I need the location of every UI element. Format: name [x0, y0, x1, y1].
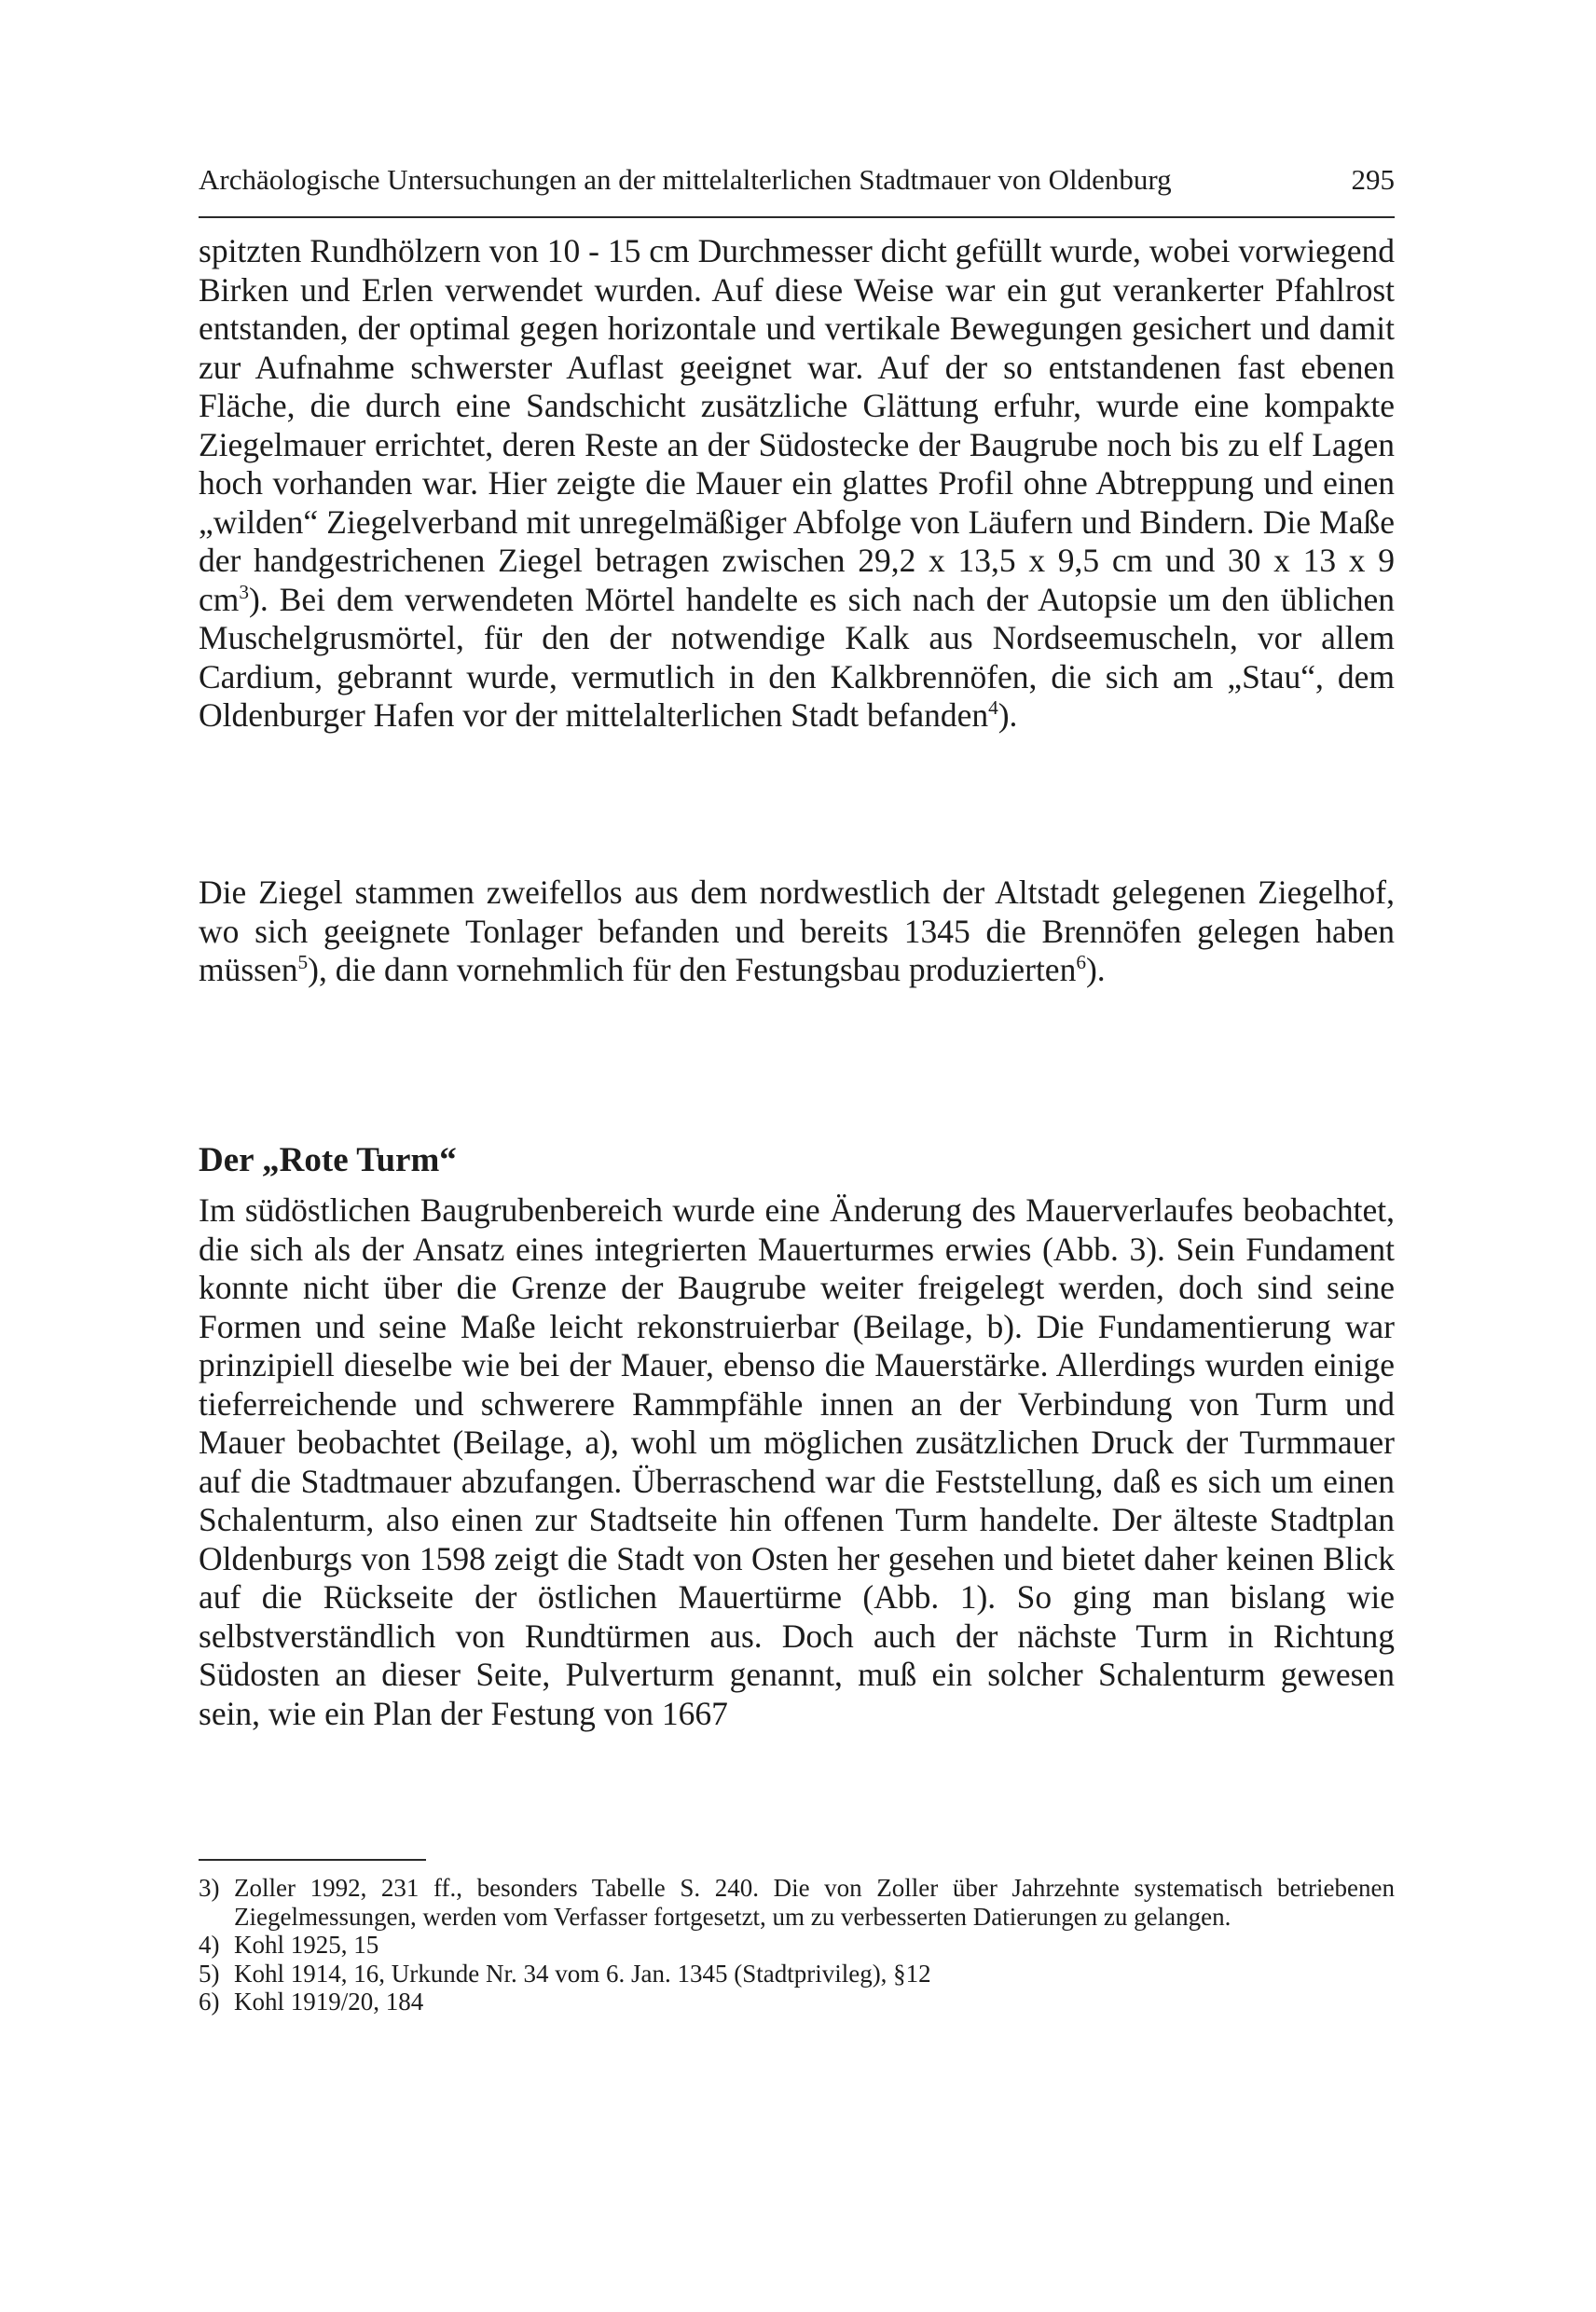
footnote-ref-4: 4 — [988, 696, 998, 720]
paragraph-2-text-a: Die Ziegel stammen zweifellos aus dem nordwestlich der Altstadt gelegenen Ziegelhof, wo sich geeignete Tonlager befanden und bereits 1345 die Brennöfen gelegen haben müssen — [199, 874, 1395, 988]
footnote — [199, 1874, 1395, 1931]
paragraph-3-text: Im südöstlichen Baugrubenbereich wurde eine Änderung des Mauerverlaufes beobachtet, die sich als der Ansatz eines integrierten Mauerturmes erwies (Abb. 3). Sein Fundament konnte nicht über die Grenze der Baugrube weiter freigelegt werden, doch sind seine Formen und seine Maße leicht rekonstruierbar (Beilage, b). Die Fundamentierung war prinzipiell dieselbe wie bei der Mauer, ebenso die Mauerstärke. Allerdings wurden einige tieferreichende und schwerere Rammpfähle innen an der Verbindung von Turm und Mauer beobachtet (Beilage, a), wohl um möglichen zusätzlichen Druck der Turmmauer auf die Stadtmauer abzufangen. Überraschend war die Feststellung, daß es sich um einen Schalenturm, also einen zur Stadtseite hin offenen Turm handelte. Der älteste Stadtplan Oldenburgs von 1598 zeigt die Stadt von Osten her gesehen und bietet daher keinen Blick auf die Rückseite der östlichen Mauertürme (Abb. 1). So ging man bislang wie selbstverständlich von Rundtürmen aus. Doch auch der nächste Turm in Richtung Südosten an dieser Seite, Pulverturm genannt, muß ein solcher Schalenturm gewesen sein, wie ein Plan der Festung von 1667 — [199, 1191, 1395, 1732]
running-head-title: Archäologische Untersuchungen an der mittelalterlichen Stadtmauer von Oldenburg — [199, 163, 1172, 196]
paragraph-2-text-b: ), die dann vornehmlich für den Festungsbau produzierten — [308, 951, 1077, 988]
section-heading: Der „Rote Turm“ — [199, 1141, 457, 1179]
document-page — [199, 0, 1395, 2312]
page-number: 295 — [1351, 163, 1395, 196]
paragraph-2 — [199, 874, 1395, 990]
footnote-text: Kohl 1919/20, 184 — [234, 1988, 424, 2016]
paragraph-1 — [199, 232, 1395, 736]
footnote-marker: 6) — [199, 1988, 220, 2016]
paragraph-2-text-c: ). — [1085, 951, 1106, 988]
footnote-marker: 5) — [199, 1959, 220, 1988]
footnote-ref-6: 6 — [1076, 951, 1086, 974]
paragraph-1-text-b: ). Bei dem verwendeten Mörtel handelte es sich nach der Autopsie um den üblichen Muschelgrusmörtel, für den der notwendige Kalk aus Nordseemuscheln, vor allem Cardium, gebrannt wurde, vermutlich in den Kalkbrennöfen, die sich am „Stau“, dem Oldenburger Hafen vor der mittelalterlichen Stadt befanden — [199, 580, 1395, 734]
paragraph-3 — [199, 1191, 1395, 1733]
paragraph-1-text-a: spitzten Rundhölzern von 10 - 15 cm Durchmesser dicht gefüllt wurde, wobei vorwiegend Birken und Erlen verwendet wurden. Auf diese Weise war ein gut verankerter Pfahlrost entstanden, der optimal gegen horizontale und vertikale Bewegungen gesichert und damit zur Aufnahme schwerster Auflast geeignet war. Auf der so entstandenen fast ebenen Fläche, die durch eine Sandschicht zusätzliche Glättung erfuhr, wurde eine kompakte Ziegelmauer errichtet, deren Reste an der Südostecke der Baugrube noch bis zu elf Lagen hoch vorhanden war. Hier zeigte die Mauer ein glattes Profil ohne Abtreppung und einen „wilden“ Ziegelverband mit unregelmäßiger Abfolge von Läufern und Bindern. Die Maße der handgestrichenen Ziegel betragen zwischen 29,2 x 13,5 x 9,5 cm und 30 x 13 x 9 cm — [199, 232, 1395, 618]
footnote-rule — [199, 1859, 426, 1861]
footnotes — [199, 1874, 1395, 2016]
header-rule — [199, 216, 1395, 218]
footnote — [199, 1988, 1395, 2016]
footnote-text: Kohl 1914, 16, Urkunde Nr. 34 vom 6. Jan. 1345 (Stadtprivileg), §12 — [234, 1959, 931, 1988]
footnote-marker: 3) — [199, 1874, 220, 1902]
footnote-text: Zoller 1992, 231 ff., besonders Tabelle S. 240. Die von Zoller über Jahrzehnte systematisch betriebenen Ziegelmessungen, werden vom Verfasser fortgesetzt, um zu verbesserten Datierungen zu gelangen. — [234, 1874, 1395, 1931]
footnote — [199, 1960, 1395, 1989]
footnote-marker: 4) — [199, 1931, 220, 1959]
footnote-text: Kohl 1925, 15 — [234, 1931, 379, 1959]
footnote — [199, 1931, 1395, 1960]
footnote-ref-5: 5 — [297, 951, 309, 974]
footnote-ref-3: 3 — [239, 580, 250, 603]
paragraph-1-text-c: ). — [998, 696, 1018, 734]
running-head — [199, 158, 1395, 201]
